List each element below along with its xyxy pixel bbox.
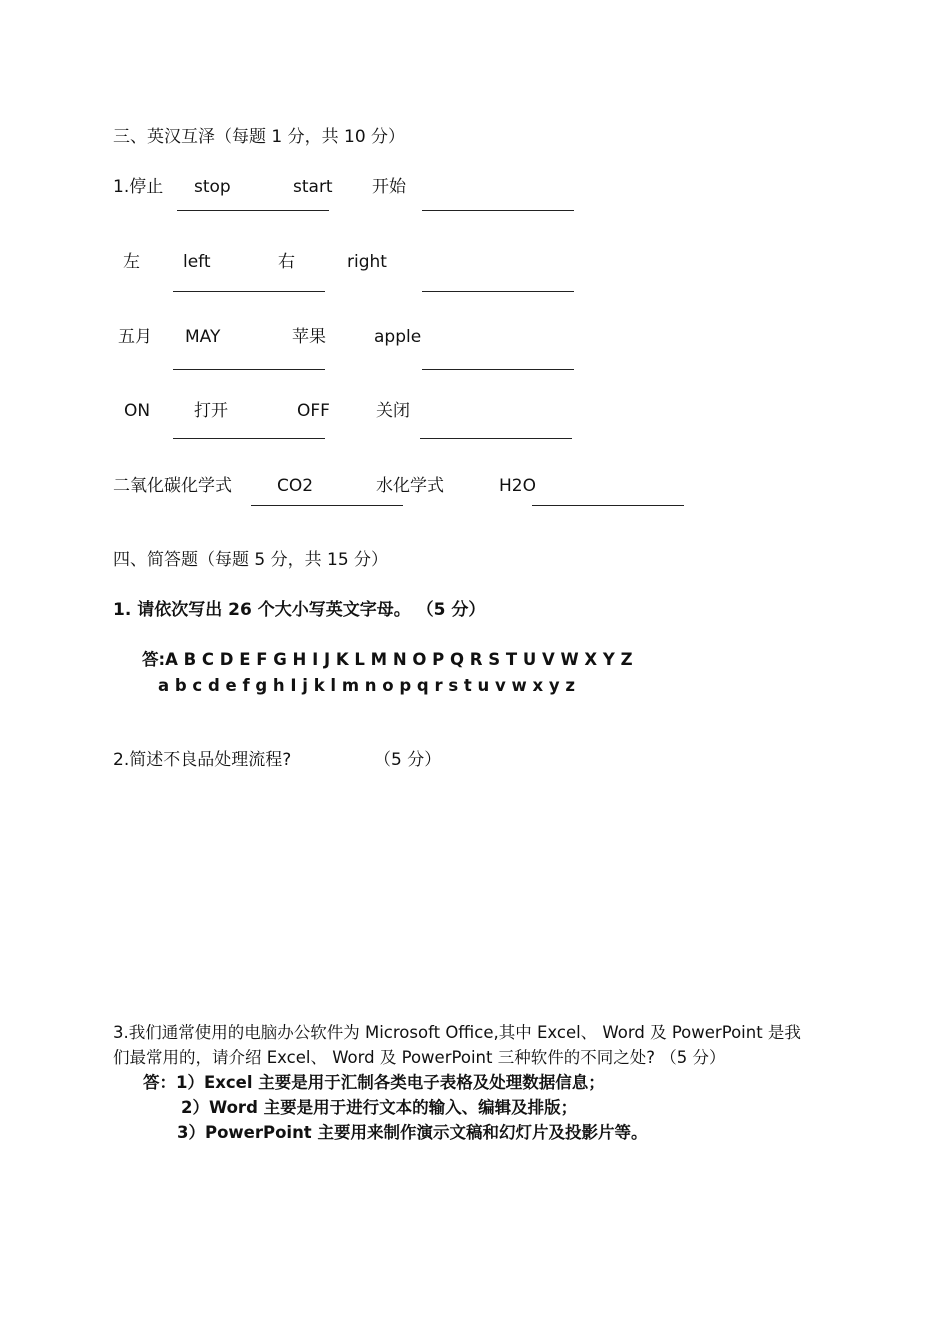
row5-left-answer: CO2 [277, 476, 314, 496]
row1-right-answer: 开始 [372, 177, 406, 197]
row5-right-answer: H2O [499, 476, 536, 496]
row4-right-blank [420, 438, 572, 439]
row5-right-term: 水化学式 [376, 476, 444, 496]
q1-answer-lower: a b c d e f g h I j k l m n o p q r s t u v w x y z [158, 676, 575, 695]
row4-left-blank [173, 438, 325, 439]
row3-right-term: 苹果 [292, 327, 326, 347]
row3-right-blank [422, 369, 574, 370]
q2-score: （5 分） [374, 750, 442, 770]
row3-left-answer: MAY [185, 327, 221, 347]
q3-question-line1: 3.我们通常使用的电脑办公软件为 Microsoft Office,其中 Excel、 Word 及 PowerPoint 是我 [113, 1023, 801, 1042]
q1-question: 1. 请依次写出 26 个大小写英文字母。 （5 分） [113, 600, 486, 620]
row3-left-blank [173, 369, 325, 370]
row2-left-blank [173, 291, 325, 292]
row4-left-term: ON [124, 401, 151, 421]
row3-left-term: 五月 [118, 327, 152, 347]
row2-left-term: 左 [123, 252, 140, 272]
q3-question-line2: 们最常用的，请介绍 Excel、 Word 及 PowerPoint 三种软件的不同之处? （5 分） [113, 1048, 726, 1067]
row5-left-term: 二氧化碳化学式 [113, 476, 232, 496]
row3-right-answer: apple [374, 327, 422, 347]
row5-left-blank [251, 505, 403, 506]
row4-left-answer: 打开 [194, 401, 228, 421]
section3-heading: 三、英汉互泽（每题 1 分，共 10 分） [113, 127, 406, 147]
row1-right-blank [422, 210, 574, 211]
q1-answer-upper: 答:A B C D E F G H I J K L M N O P Q R S T U V W X Y Z [142, 650, 633, 669]
row2-right-blank [422, 291, 574, 292]
row2-left-answer: left [183, 252, 211, 272]
row1-left-term: 1.停止 [113, 177, 164, 197]
section4-heading: 四、简答题（每题 5 分，共 15 分） [113, 550, 389, 570]
row5-right-blank [532, 505, 684, 506]
q2-question: 2.简述不良品处理流程? [113, 750, 292, 770]
row4-right-answer: 关闭 [376, 401, 410, 421]
q3-answer-2: 2）Word 主要是用于进行文本的输入、编辑及排版； [181, 1098, 578, 1117]
row1-left-answer: stop [194, 177, 231, 197]
row2-right-answer: right [347, 252, 387, 272]
q3-answer-3: 3）PowerPoint 主要用来制作演示文稿和幻灯片及投影片等。 [177, 1123, 648, 1142]
row1-left-blank [177, 210, 329, 211]
row1-right-term: start [293, 177, 333, 197]
row4-right-term: OFF [297, 401, 330, 421]
q3-answer-1: 答：1）Excel 主要是用于汇制各类电子表格及处理数据信息； [143, 1073, 605, 1092]
row2-right-term: 右 [278, 252, 295, 272]
